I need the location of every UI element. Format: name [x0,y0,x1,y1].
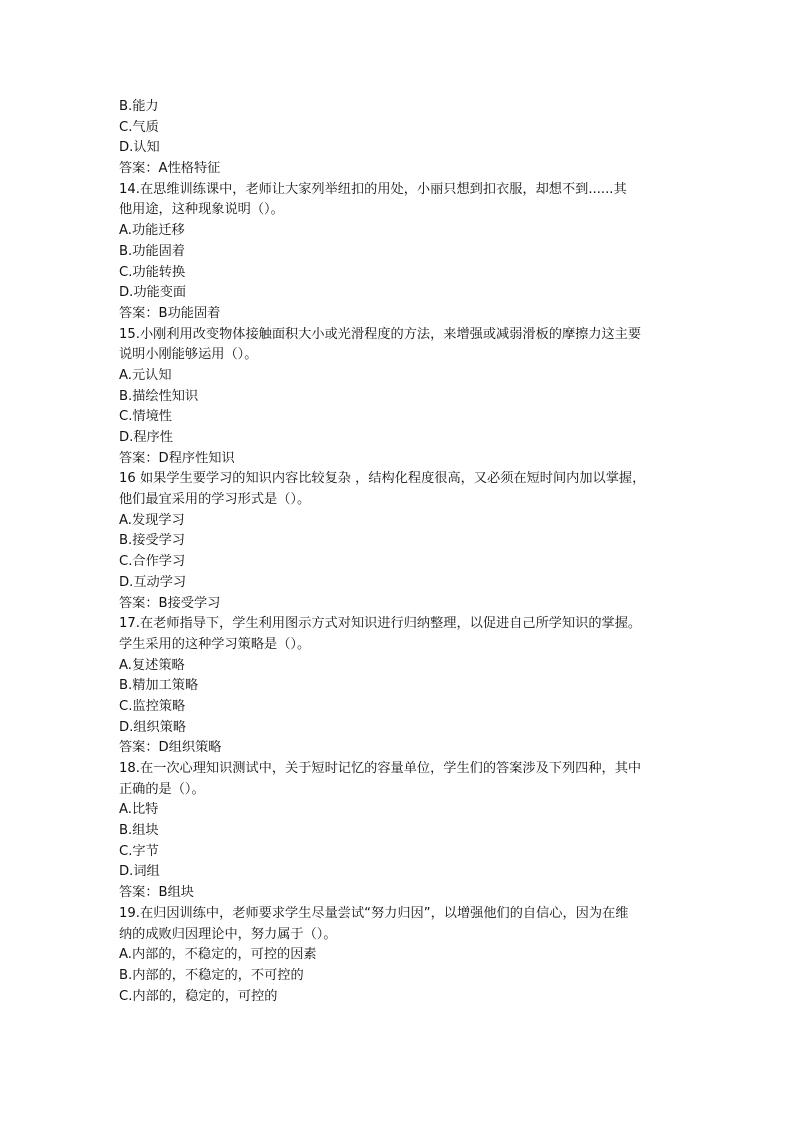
q17-option-c: C.监控策略 [119,698,186,714]
option-b-ability: B.能力 [119,99,159,114]
q18-option-a: A.比特 [119,802,159,818]
q18-option-c: C.字节 [119,843,159,859]
q15-option-a: A.元认知 [119,367,172,383]
option-d-cognition: D.认知 [119,140,160,156]
q19-option-a: A.内部的，不稳定的，可控的因素 [119,947,317,963]
question-17-line-2: 学生采用的这种学习策略是（）。 [119,636,311,652]
q17-option-b: B.精加工策略 [119,678,199,694]
q16-option-b: B.接受学习 [119,533,185,549]
q17-option-a: A.复述策略 [119,657,185,673]
answer-14: 答案：B功能固着 [119,305,221,321]
q16-option-d: D.互动学习 [119,574,187,590]
question-16-line-1: 16 如果学生要学习的知识内容比较复杂 ，结构化程度很高，又必须在短时间内加以掌握， [119,471,646,487]
q14-option-c: C.功能转换 [119,264,186,280]
answer-15: 答案：D程序性知识 [119,450,235,466]
question-14-line-2: 他用途，这种现象说明（）。 [119,202,284,218]
answer-16: 答案：B接受学习 [119,595,221,611]
answer-13: 答案：A性格特征 [119,161,221,177]
q19-option-c: C.内部的，稳定的，可控的 [119,988,278,1004]
q16-option-a: A.发现学习 [119,512,185,528]
question-16-line-2: 他们最宜采用的学习形式是（）。 [119,492,311,508]
q15-option-c: C.情境性 [119,409,172,425]
question-15-line-2: 说明小刚能够运用（）。 [119,347,258,363]
q15-option-b: B.描绘性知识 [119,388,199,404]
question-19-line-2: 纳的成败归因理论中，努力属于（）。 [119,926,337,942]
question-19-line-1: 19.在归因训练中，老师要求学生尽量尝试“努力归因”，以增强他们的自信心，因为在维 [119,905,629,921]
q14-option-d: D.功能变面 [119,285,187,301]
question-15-line-1: 15.小刚利用改变物体接触面积大小或光滑程度的方法，来增强或减弱滑板的摩擦力这主要 [119,326,642,342]
option-c-temperament: C.气质 [119,119,159,135]
q15-option-d: D.程序性 [119,430,173,445]
q14-option-a: A.功能迁移 [119,223,185,239]
question-18-line-2: 正确的是（）。 [119,781,205,797]
q18-option-d: D.词组 [119,864,160,880]
answer-17: 答案：D组织策略 [119,740,222,756]
q17-option-d: D.组织策略 [119,719,187,735]
q14-option-b: B.功能固着 [119,243,185,259]
question-17-line-1: 17.在老师指导下，学生利用图示方式对知识进行归纳整理，以促进自己所学知识的掌握。 [119,616,642,632]
question-14-line-1: 14.在思维训练课中，老师让大家列举纽扣的用处，小丽只想到扣衣服，却想不到......其 [119,181,627,197]
document-page [119,97,679,1007]
q16-option-c: C.合作学习 [119,554,186,570]
q19-option-b: B.内部的，不稳定的，不可控的 [119,967,304,983]
answer-18: 答案：B组块 [119,885,194,901]
question-18-line-1: 18.在一次心理知识测试中，关于短时记忆的容量单位，学生们的答案涉及下列四种，其中 [119,761,642,776]
q18-option-b: B.组块 [119,823,159,839]
